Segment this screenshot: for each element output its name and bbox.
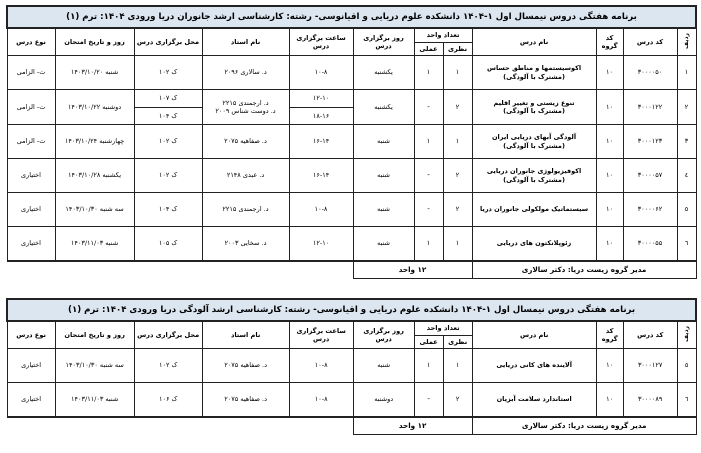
- theory-units: ۱: [443, 125, 472, 159]
- course-time: ۱۲-۱۰: [289, 227, 353, 261]
- header-instructor: نام استاد: [202, 28, 289, 56]
- footer-manager: مدیر گروه زیست دریا: دکتر سالاری: [472, 261, 696, 279]
- theory-units: ۲: [443, 159, 472, 193]
- instructor: د. سخایی ۲۰۰۳: [202, 227, 289, 261]
- footer-blank: [7, 417, 353, 435]
- course-day: شنبه: [353, 125, 414, 159]
- header-practical: عملی: [414, 336, 443, 349]
- practical-units: ۱: [414, 125, 443, 159]
- course-type: ت- الزامی: [7, 90, 55, 125]
- course-time: ۱۲-۱۰: [289, 90, 353, 108]
- course-name: آلاینده های کانی دریایی: [472, 349, 596, 383]
- theory-units: ۱: [443, 56, 472, 90]
- table-row: [7, 349, 696, 383]
- theory-units: ۱: [443, 349, 472, 383]
- footer-units: ۱۲ واحد: [353, 261, 472, 279]
- course-time: ۱۶-۱۴: [289, 125, 353, 159]
- course-place: ک ۱۰۷: [134, 90, 202, 108]
- course-time: ۱۰-۸: [289, 193, 353, 227]
- exam-date: سه شنبه ۱۴۰۳/۱۰/۳۰: [55, 193, 134, 227]
- header-course-code: کد درس: [623, 28, 677, 56]
- practical-units: -: [414, 383, 443, 417]
- row-number: ۲: [677, 90, 696, 125]
- row-number: ٦: [677, 383, 696, 417]
- course-time: ۱۰-۸: [289, 56, 353, 90]
- header-type: نوع درس: [7, 321, 55, 349]
- exam-date: دوشنبه ۱۴۰۳/۱۰/۲۲: [55, 90, 134, 125]
- group-code: ۱۰: [596, 383, 623, 417]
- course-time-2: ۱۸-۱۶: [289, 108, 353, 125]
- table-row: [7, 125, 696, 159]
- course-day: دوشنبه: [353, 383, 414, 417]
- header-exam: روز و تاریخ امتحان: [55, 28, 134, 56]
- instructor: د. ارجمندی ۲۲۱۵ د. دوست شناس ۲۰۰۹: [202, 90, 289, 125]
- header-day: روز برگزاری درس: [353, 321, 414, 349]
- exam-date: یکشنبه ۱۴۰۳/۱۰/۲۸: [55, 159, 134, 193]
- exam-date: چهارشنبه ۱۴۰۳/۱۰/۲۴: [55, 125, 134, 159]
- schedule-table-1: [6, 5, 695, 279]
- course-code: ۳۰۰۰۰۵۰: [623, 56, 677, 90]
- course-code: ۳۰۰۰۱۲۷: [623, 349, 677, 383]
- practical-units: ۱: [414, 56, 443, 90]
- header-units: تعداد واحد: [414, 28, 472, 43]
- course-name: آلودگی آبهای دریایی ایران (مشترک با آلودگی): [472, 125, 596, 159]
- header-course-name: نام درس: [472, 321, 596, 349]
- practical-units: -: [414, 193, 443, 227]
- course-type: اختیاری: [7, 227, 55, 261]
- table-row: [7, 159, 696, 193]
- table-footer: [7, 261, 696, 279]
- header-theory: نظری: [443, 336, 472, 349]
- header-units: تعداد واحد: [414, 321, 472, 336]
- course-day: شنبه: [353, 349, 414, 383]
- exam-date: شنبه ۱۴۰۳/۱۱/۰۳: [55, 227, 134, 261]
- course-place: ک ۱۰۲: [134, 349, 202, 383]
- course-code: ۳۰۰۰۰۵۵: [623, 227, 677, 261]
- header-group-code: کد گروه: [596, 321, 623, 349]
- header-exam: روز و تاریخ امتحان: [55, 321, 134, 349]
- row-number: ۳: [677, 125, 696, 159]
- course-name: استاندارد سلامت آبزیان: [472, 383, 596, 417]
- course-type: اختیاری: [7, 383, 55, 417]
- course-type: ت- الزامی: [7, 125, 55, 159]
- header-course-name: نام درس: [472, 28, 596, 56]
- course-time: ۱۰-۸: [289, 383, 353, 417]
- practical-units: ۱: [414, 349, 443, 383]
- header-row-number: ردیف: [677, 321, 696, 349]
- table-title: برنامه هفتگی دروس نیمسال اول ۱-۱۴۰۴ دانشکده علوم دریایی و اقیانوسی- رشته: کارشناسی ارشد جانوران دریا ورودی ۱۴۰۴: ترم (۱): [7, 6, 696, 28]
- row-number: ٥: [677, 193, 696, 227]
- row-number: ٦: [677, 227, 696, 261]
- course-day: یکشنبه: [353, 90, 414, 125]
- theory-units: ۲: [443, 90, 472, 125]
- course-code: ۳۰۰۰۱۲۲: [623, 90, 677, 125]
- header-row-number: ردیف: [677, 28, 696, 56]
- row-number: ٤: [677, 159, 696, 193]
- instructor: د. صفاهیه ۲۰۷۵: [202, 125, 289, 159]
- exam-date: سه شنبه ۱۴۰۳/۱۰/۳۰: [55, 349, 134, 383]
- group-code: ۱۰: [596, 349, 623, 383]
- header-time: ساعت برگزاری درس: [289, 28, 353, 56]
- footer-blank: [7, 261, 353, 279]
- course-name: زئوپلانکتون های دریایی: [472, 227, 596, 261]
- table-footer: [7, 417, 696, 435]
- practical-units: -: [414, 159, 443, 193]
- header-theory: نظری: [443, 43, 472, 56]
- course-place: ک ۱۰۴: [134, 193, 202, 227]
- practical-units: -: [414, 90, 443, 125]
- group-code: ۱۰: [596, 90, 623, 125]
- instructor: د. صفاهیه ۲۰۷۵: [202, 349, 289, 383]
- course-place: ک ۱۰۶: [134, 383, 202, 417]
- course-place: ک ۱۰۲: [134, 56, 202, 90]
- table-title: برنامه هفتگی دروس نیمسال اول ۱-۱۴۰۴ دانشکده علوم دریایی و اقیانوسی- رشته: کارشناسی ارشد آلودگی دریا ورودی ۱۴۰۴: ترم (۱): [7, 299, 696, 321]
- header-time: ساعت برگزاری درس: [289, 321, 353, 349]
- practical-units: ۱: [414, 227, 443, 261]
- course-time: ۱۰-۸: [289, 349, 353, 383]
- course-type: اختیاری: [7, 193, 55, 227]
- course-place: ک ۱۰۲: [134, 125, 202, 159]
- instructor: د. صفاهیه ۲۰۷۵: [202, 383, 289, 417]
- group-code: ۱۰: [596, 193, 623, 227]
- exam-date: شنبه ۱۴۰۳/۱۱/۰۳: [55, 383, 134, 417]
- course-code: ۳۰۰۰۰۵۷: [623, 159, 677, 193]
- instructor: د. عبدی ۲۱۴۸: [202, 159, 289, 193]
- table-row: [7, 227, 696, 261]
- group-code: ۱۰: [596, 56, 623, 90]
- header-course-code: کد درس: [623, 321, 677, 349]
- group-code: ۱۰: [596, 125, 623, 159]
- footer-units: ۱۲ واحد: [353, 417, 472, 435]
- course-name: اکوفیزیولوژی جانوران دریایی (مشترک با آلودگی): [472, 159, 596, 193]
- instructor: د. سالاری ۲۰۹۶: [202, 56, 289, 90]
- course-name: اکوسیستمها و مناطق حساس (مشترک با آلودگی): [472, 56, 596, 90]
- course-time: ۱۶-۱۴: [289, 159, 353, 193]
- exam-date: شنبه ۱۴۰۳/۱۰/۲۰: [55, 56, 134, 90]
- header-day: روز برگزاری درس: [353, 28, 414, 56]
- theory-units: ۲: [443, 383, 472, 417]
- footer-manager: مدیر گروه زیست دریا: دکتر سالاری: [472, 417, 696, 435]
- course-code: ۳۰۰۰۱۲۳: [623, 125, 677, 159]
- header-type: نوع درس: [7, 28, 55, 56]
- course-day: شنبه: [353, 193, 414, 227]
- course-type: اختیاری: [7, 159, 55, 193]
- header-group-code: کد گروه: [596, 28, 623, 56]
- row-number: ۱: [677, 56, 696, 90]
- theory-units: ۱: [443, 227, 472, 261]
- course-type: اختیاری: [7, 349, 55, 383]
- instructor: د. ارجمندی ۲۲۱۵: [202, 193, 289, 227]
- course-code: ۳۰۰۰۰۶۲: [623, 193, 677, 227]
- schedule-table-2: [6, 298, 695, 435]
- table-row: [7, 383, 696, 417]
- table-row: [7, 56, 696, 90]
- course-place: ک ۱۰۵: [134, 227, 202, 261]
- row-number: ٥: [677, 349, 696, 383]
- group-code: ۱۰: [596, 227, 623, 261]
- header-place: محل برگزاری درس: [134, 28, 202, 56]
- course-day: شنبه: [353, 159, 414, 193]
- course-day: شنبه: [353, 227, 414, 261]
- table-row: [7, 90, 696, 108]
- course-place: ک ۱۰۲: [134, 159, 202, 193]
- table-row: [7, 193, 696, 227]
- header-instructor: نام استاد: [202, 321, 289, 349]
- group-code: ۱۰: [596, 159, 623, 193]
- course-name: سیستماتیک مولکولی جانوران دریا: [472, 193, 596, 227]
- course-type: ت- الزامی: [7, 56, 55, 90]
- course-place-2: ک ۱۰۴: [134, 108, 202, 125]
- course-name: تنوع زیستی و تغییر اقلیم (مشترک با آلودگی): [472, 90, 596, 125]
- header-place: محل برگزاری درس: [134, 321, 202, 349]
- theory-units: ۲: [443, 193, 472, 227]
- header-practical: عملی: [414, 43, 443, 56]
- course-code: ۳۰۰۰۰۸۹: [623, 383, 677, 417]
- course-day: یکشنبه: [353, 56, 414, 90]
